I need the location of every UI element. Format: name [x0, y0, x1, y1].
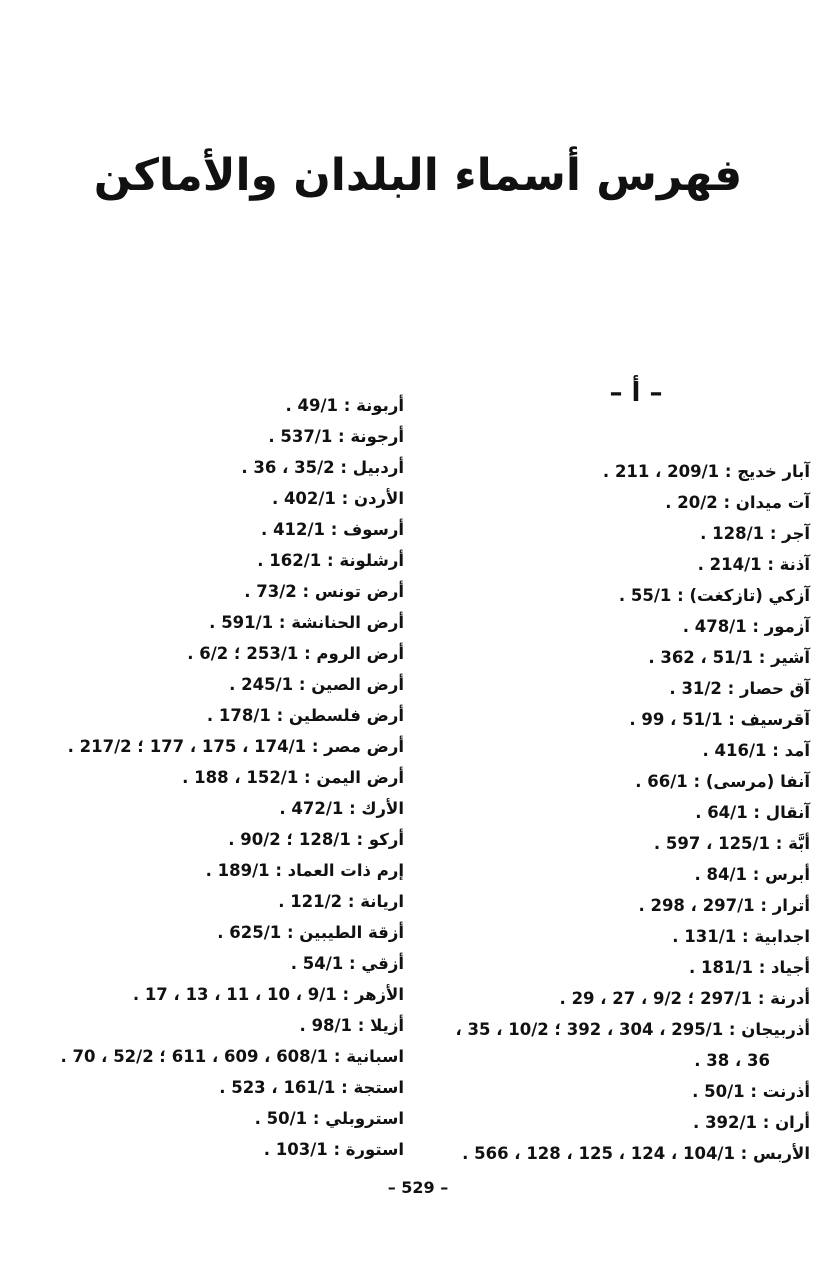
index-entry: أرجونة : 537/1 . — [268, 427, 404, 446]
index-entry: أرض الحنانشة : 591/1 . — [209, 613, 404, 632]
index-entry: أترار : 297/1 ، 298 . — [638, 896, 810, 915]
index-entry: أرض تونس : 73/2 . — [244, 582, 404, 601]
index-entry: آجر : 128/1 . — [700, 524, 810, 543]
page-title: فهرس أسماء البلدان والأماكن — [93, 150, 743, 201]
index-entry: أذرنت : 50/1 . — [692, 1082, 810, 1101]
index-entry: أبَّة : 125/1 ، 597 . — [653, 834, 810, 853]
index-entry: آنفا (مرسى) : 66/1 . — [635, 772, 810, 791]
index-entry: أرض الصين : 245/1 . — [229, 675, 404, 694]
index-entry: أرض فلسطين : 178/1 . — [206, 706, 404, 725]
index-entry-continuation: 36 ، 38 . — [694, 1051, 770, 1070]
index-entry: الأربس : 104/1 ، 124 ، 125 ، 128 ، 566 . — [462, 1144, 810, 1163]
index-entry: أبرس : 84/1 . — [694, 865, 810, 884]
index-entry: آنقال : 64/1 . — [695, 803, 810, 822]
index-entry: أرض مصر : 174/1 ، 175 ، 177 ؛ 217/2 . — [67, 737, 404, 756]
index-entry: آشير : 51/1 ، 362 . — [648, 648, 810, 667]
index-entry: اريانة : 121/2 . — [278, 892, 404, 911]
index-entry: أجياد : 181/1 . — [688, 958, 810, 977]
index-entry: أربونة : 49/1 . — [285, 396, 404, 415]
index-entry: أركو : 128/1 ؛ 90/2 . — [228, 830, 404, 849]
index-entry: آمد : 416/1 . — [702, 741, 810, 760]
index-entry: أذربيجان : 295/1 ، 304 ، 392 ؛ 10/2 ، 35 ، — [455, 1020, 810, 1039]
index-entry: الأزهر : 9/1 ، 10 ، 11 ، 13 ، 17 . — [132, 985, 404, 1004]
index-entry: إرم ذات العماد : 189/1 . — [205, 861, 404, 880]
index-entry: أرض الروم : 253/1 ؛ 6/2 . — [187, 644, 404, 663]
index-column-left — [24, 390, 404, 1165]
index-entry: اجدابية : 131/1 . — [672, 927, 810, 946]
index-column-right — [450, 456, 810, 1169]
index-entry: أدرنة : 297/1 ؛ 9/2 ، 27 ، 29 . — [559, 989, 810, 1008]
index-entry: الأرك : 472/1 . — [279, 799, 404, 818]
index-entry: آبار خديج : 209/1 ، 211 . — [602, 462, 810, 481]
index-entry: آزمور : 478/1 . — [682, 617, 810, 636]
index-entry: آذنة : 214/1 . — [697, 555, 810, 574]
index-entry: أرض اليمن : 152/1 ، 188 . — [182, 768, 404, 787]
index-entry: أزيلا : 98/1 . — [299, 1016, 404, 1035]
index-entry: آزكي (تازكغت) : 55/1 . — [618, 586, 810, 605]
index-entry: أزقة الطيبين : 625/1 . — [217, 923, 404, 942]
index-entry: آق حصار : 31/2 . — [669, 679, 810, 698]
index-entry: استورة : 103/1 . — [263, 1140, 404, 1159]
page-number: – 529 – — [387, 1178, 449, 1197]
index-entry: أردبيل : 35/2 ، 36 . — [241, 458, 404, 477]
index-entry: آقرسيف : 51/1 ، 99 . — [629, 710, 810, 729]
index-entry: أرشلونة : 162/1 . — [257, 551, 404, 570]
index-entry: أزقي : 54/1 . — [290, 954, 404, 973]
index-entry: الأردن : 402/1 . — [271, 489, 404, 508]
index-entry: استجة : 161/1 ، 523 . — [219, 1078, 404, 1097]
index-entry: استروبلي : 50/1 . — [254, 1109, 404, 1128]
index-entry: اسبانية : 608/1 ، 609 ، 611 ؛ 52/2 ، 70 . — [60, 1047, 404, 1066]
index-entry: آت ميدان : 20/2 . — [665, 493, 810, 512]
index-entry: أرسوف : 412/1 . — [261, 520, 404, 539]
section-letter-heading: – أ – — [609, 378, 663, 408]
index-entry: أران : 392/1 . — [693, 1113, 810, 1132]
